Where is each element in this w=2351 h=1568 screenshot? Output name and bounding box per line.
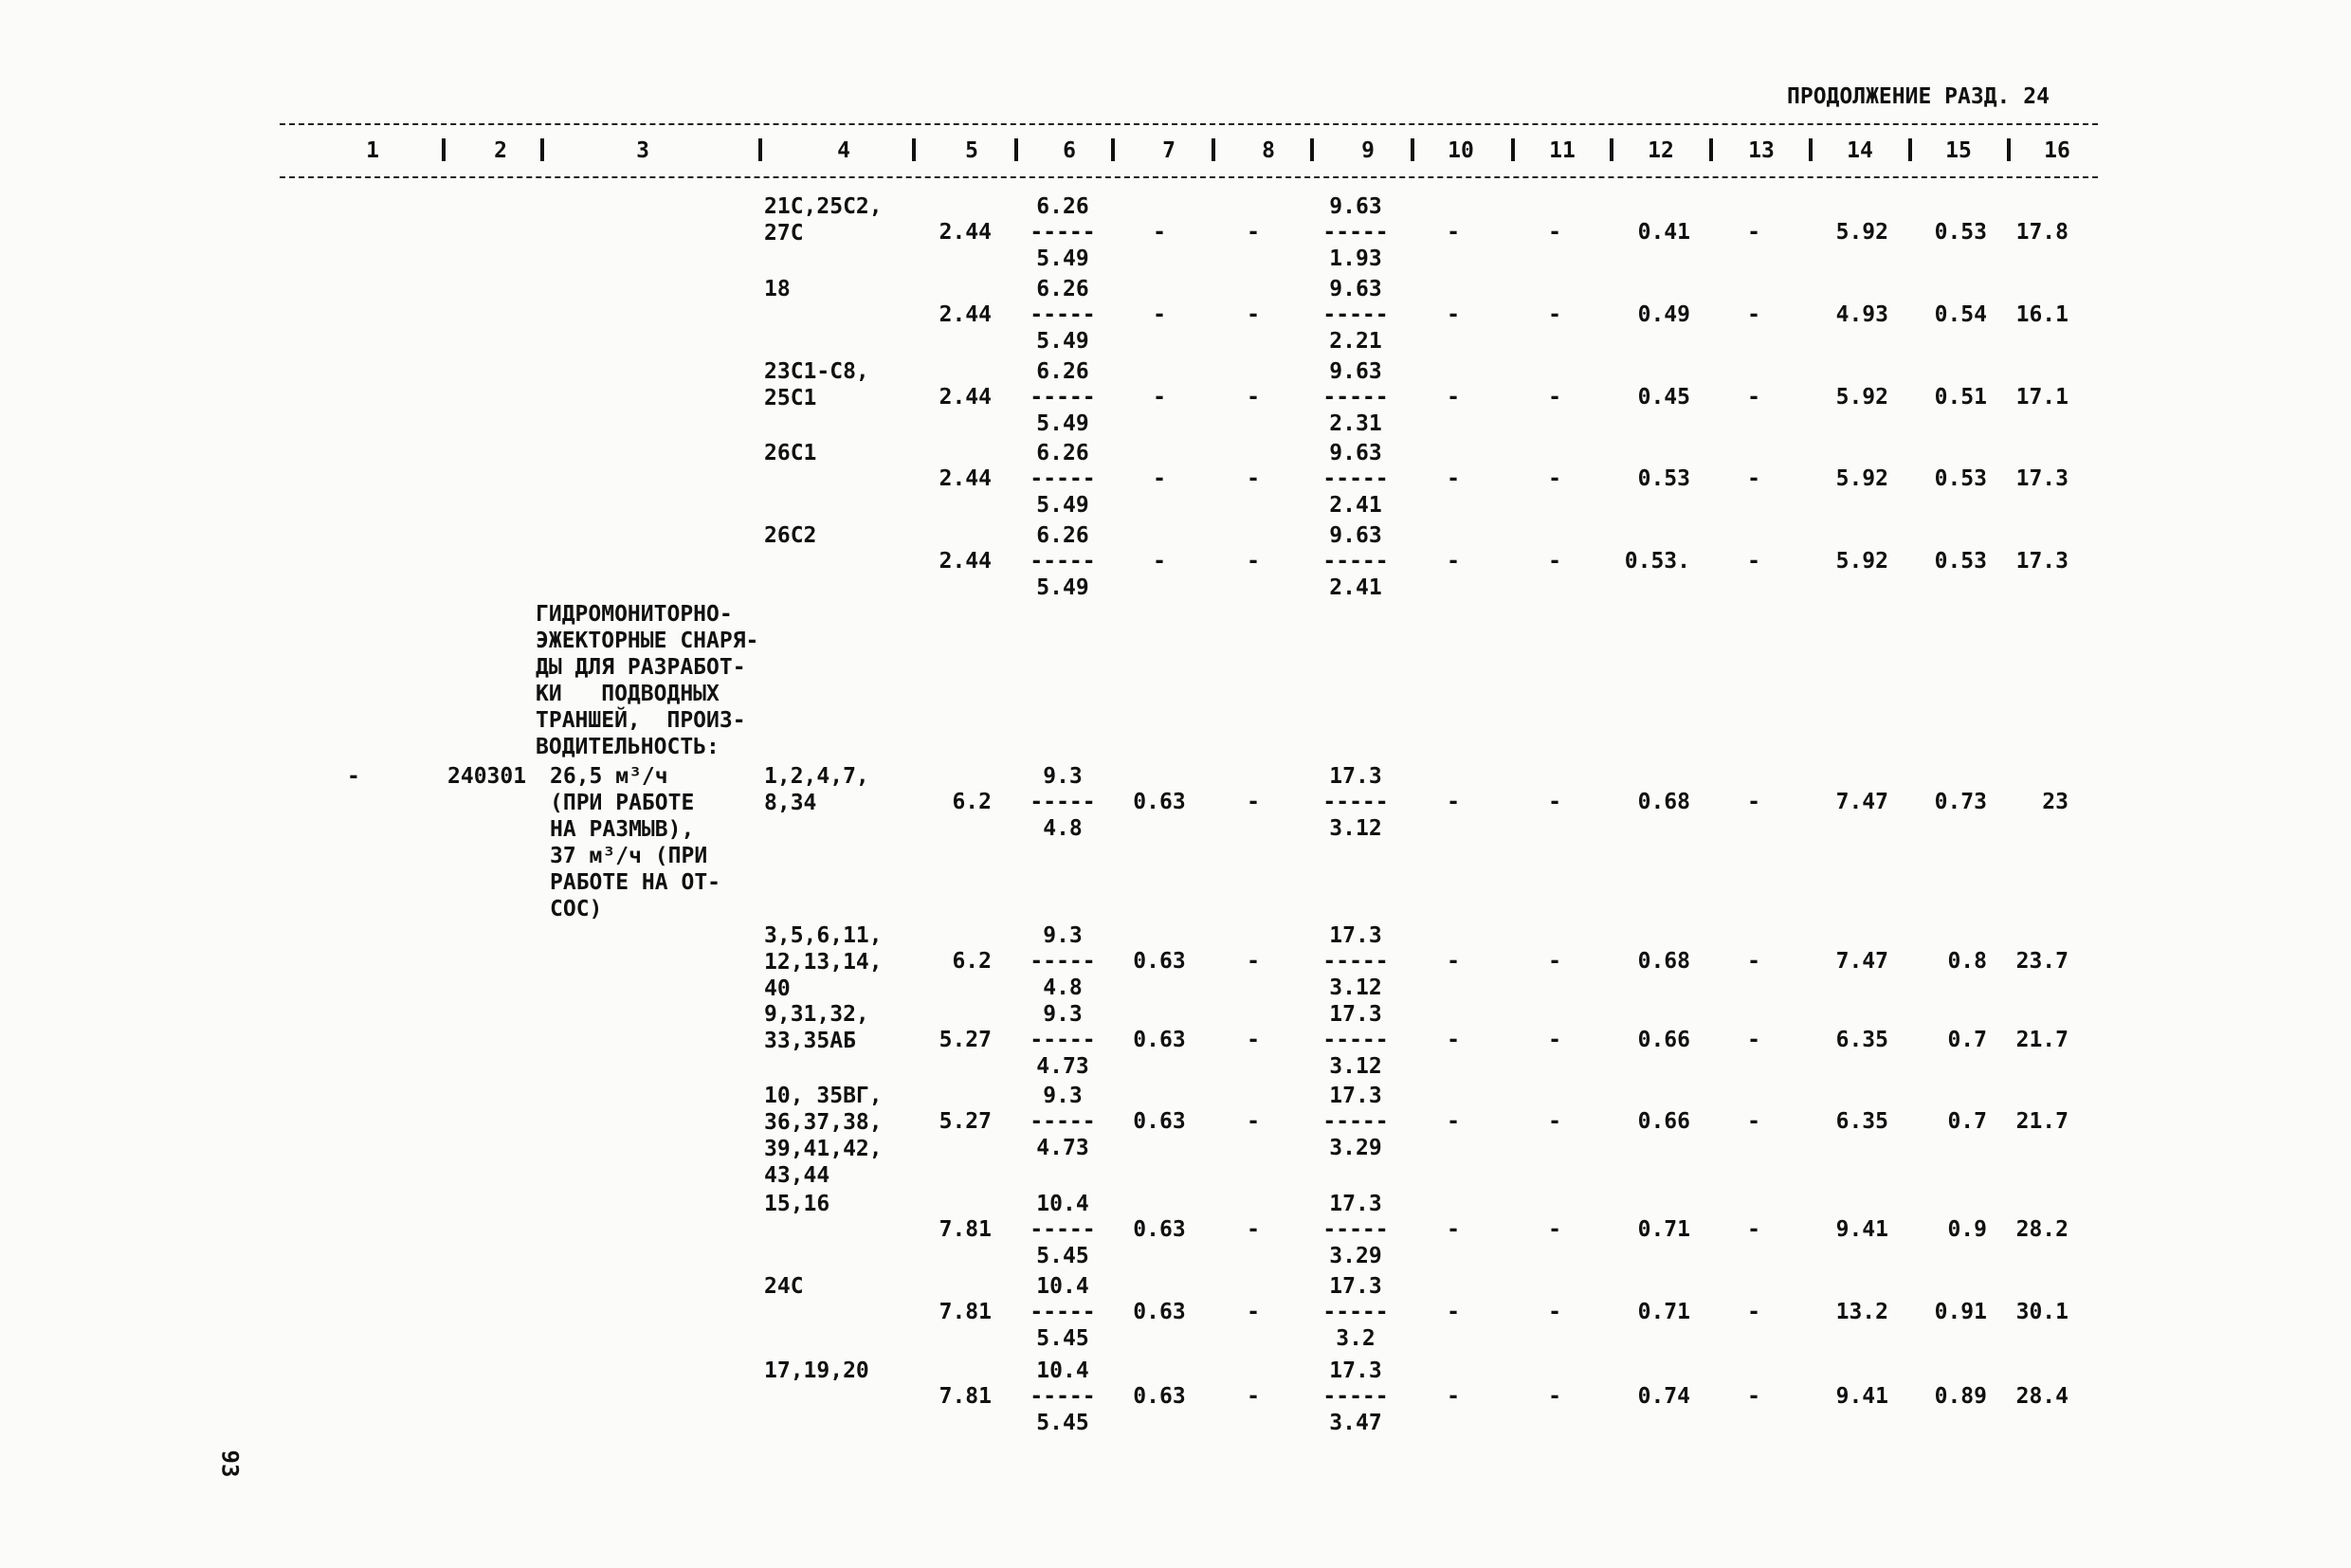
cell-col15: 0.89 (1934, 1384, 1987, 1409)
cell-col15: 0.91 (1934, 1300, 1987, 1324)
fraction-bar: ----- (1030, 1217, 1096, 1242)
cell-col9-numerator: 9.63 (1329, 277, 1382, 301)
cell-col11: - (1548, 549, 1561, 574)
cell-col10: - (1447, 549, 1460, 574)
cell-col16: 17.3 (2015, 466, 2069, 491)
cell-col6-numerator: 9.3 (1043, 1002, 1083, 1027)
cell-col10: - (1447, 790, 1460, 814)
column-header-4: 4 (837, 138, 850, 163)
fraction-bar: ----- (1030, 1384, 1096, 1409)
cell-col13: - (1747, 1028, 1760, 1052)
cell-col7: 0.63 (1133, 1300, 1186, 1324)
fraction-bar: ----- (1030, 466, 1096, 491)
cell-col6-numerator: 10.4 (1036, 1192, 1089, 1216)
cell-col15: 0.8 (1947, 949, 1987, 974)
cell-col10: - (1447, 1028, 1460, 1052)
cell-col7: 0.63 (1133, 1109, 1186, 1134)
fraction-bar: ----- (1030, 1028, 1096, 1052)
cell-col6-numerator: 10.4 (1036, 1358, 1089, 1383)
cell-col5: 2.44 (939, 549, 992, 574)
cell-col6-denominator: 4.73 (1036, 1054, 1089, 1079)
cell-col13: - (1747, 949, 1760, 974)
column-separator (1111, 138, 1115, 161)
cell-col12: 0.53. (1624, 549, 1690, 574)
cell-col7: 0.63 (1133, 949, 1186, 974)
cell-col14: 9.41 (1835, 1217, 1888, 1242)
cell-col8: - (1247, 302, 1260, 327)
cell-col14: 5.92 (1835, 549, 1888, 574)
cell-col10: - (1447, 1217, 1460, 1242)
fraction-bar: ----- (1322, 1300, 1389, 1324)
fraction-bar: ----- (1322, 549, 1389, 574)
cell-col11: - (1548, 949, 1561, 974)
cell-col6-numerator: 9.3 (1043, 923, 1083, 948)
cell-col8: - (1247, 1028, 1260, 1052)
cell-col11: - (1548, 220, 1561, 245)
cell-col16: 23 (2042, 790, 2069, 814)
cell-col16: 30.1 (2015, 1300, 2069, 1324)
fraction-bar: ----- (1322, 302, 1389, 327)
cell-col11: - (1548, 1028, 1561, 1052)
cell-col15: 0.53 (1934, 466, 1987, 491)
cell-col9-denominator: 3.2 (1336, 1326, 1376, 1351)
cell-col8: - (1247, 949, 1260, 974)
item-description-line: СОС) (550, 897, 603, 921)
cell-col7: - (1153, 385, 1166, 410)
cell-col15: 0.53 (1934, 220, 1987, 245)
cell-col15: 0.7 (1947, 1109, 1987, 1134)
cell-col5: 2.44 (939, 302, 992, 327)
cell-col10: - (1447, 220, 1460, 245)
subtype-label: 1,2,4,7, (764, 764, 869, 789)
cell-col14: 7.47 (1835, 949, 1888, 974)
cell-col9-numerator: 17.3 (1329, 923, 1382, 948)
cell-col15: 0.73 (1934, 790, 1987, 814)
cell-col9-numerator: 17.3 (1329, 764, 1382, 789)
subtype-label: 26С2 (764, 523, 817, 548)
subtype-label: 24С (764, 1274, 804, 1299)
cell-col14: 13.2 (1835, 1300, 1888, 1324)
cell-col12: 0.74 (1637, 1384, 1690, 1409)
cell-col14: 9.41 (1835, 1384, 1888, 1409)
cell-col15: 0.53 (1934, 549, 1987, 574)
cell-col13: - (1747, 549, 1760, 574)
cell-col14: 6.35 (1835, 1109, 1888, 1134)
cell-col5: 2.44 (939, 385, 992, 410)
column-separator (1610, 138, 1613, 161)
cell-col9-denominator: 3.12 (1329, 975, 1382, 1000)
group-title-line: ДЫ ДЛЯ РАЗРАБОТ- (536, 655, 746, 680)
cell-col13: - (1747, 466, 1760, 491)
cell-col14: 6.35 (1835, 1028, 1888, 1052)
fraction-bar: ----- (1322, 790, 1389, 814)
cell-col16: 28.4 (2015, 1384, 2069, 1409)
cell-col14: 5.92 (1835, 220, 1888, 245)
cell-col13: - (1747, 1300, 1760, 1324)
cell-col13: - (1747, 220, 1760, 245)
cell-col9-denominator: 2.41 (1329, 493, 1382, 518)
cell-col5: 6.2 (952, 790, 992, 814)
cell-col6-numerator: 9.3 (1043, 764, 1083, 789)
column-header-6: 6 (1063, 138, 1076, 163)
cell-col9-denominator: 3.47 (1329, 1411, 1382, 1435)
fraction-bar: ----- (1030, 1109, 1096, 1134)
cell-col6-denominator: 5.49 (1036, 575, 1089, 600)
cell-col9-numerator: 9.63 (1329, 523, 1382, 548)
column-separator (540, 138, 544, 161)
cell-col14: 4.93 (1835, 302, 1888, 327)
fraction-bar: ----- (1322, 1109, 1389, 1134)
cell-col6-denominator: 5.49 (1036, 493, 1089, 518)
cell-col13: - (1747, 1109, 1760, 1134)
cell-col13: - (1747, 1384, 1760, 1409)
cell-col9-numerator: 17.3 (1329, 1192, 1382, 1216)
cell-col9-numerator: 9.63 (1329, 359, 1382, 384)
cell-col6-numerator: 6.26 (1036, 277, 1089, 301)
cell-col12: 0.68 (1637, 949, 1690, 974)
item-description-line: 26,5 м³/ч (550, 764, 668, 789)
item-description-line: НА РАЗМЫВ), (550, 817, 695, 842)
subtype-label: 25С1 (764, 386, 817, 410)
fraction-bar: ----- (1030, 1300, 1096, 1324)
subtype-label: 21С,25С2, (764, 194, 883, 219)
column-separator (758, 138, 762, 161)
cell-col16: 21.7 (2015, 1109, 2069, 1134)
cell-col6-denominator: 4.8 (1043, 975, 1083, 1000)
column-separator (1411, 138, 1414, 161)
fraction-bar: ----- (1030, 302, 1096, 327)
cell-col14: 7.47 (1835, 790, 1888, 814)
cell-col8: - (1247, 466, 1260, 491)
cell-col5: 6.2 (952, 949, 992, 974)
cell-col12: 0.53 (1637, 466, 1690, 491)
cell-col6-denominator: 5.49 (1036, 329, 1089, 354)
column-header-15: 15 (1945, 138, 1972, 163)
cell-col6-numerator: 10.4 (1036, 1274, 1089, 1299)
cell-col10: - (1447, 1384, 1460, 1409)
item-description-line: РАБОТЕ НА ОТ- (550, 870, 721, 895)
subtype-label: 23С1-С8, (764, 359, 869, 384)
column-header-3: 3 (636, 138, 649, 163)
cell-col16: 21.7 (2015, 1028, 2069, 1052)
column-header-8: 8 (1262, 138, 1275, 163)
cell-col9-denominator: 3.29 (1329, 1244, 1382, 1268)
subtype-label: 27С (764, 221, 804, 246)
cell-col9-denominator: 3.12 (1329, 816, 1382, 841)
cell-col7: 0.63 (1133, 790, 1186, 814)
item-col1: - (347, 764, 360, 789)
cell-col5: 2.44 (939, 220, 992, 245)
cell-col7: 0.63 (1133, 1217, 1186, 1242)
cell-col14: 5.92 (1835, 466, 1888, 491)
fraction-bar: ----- (1322, 220, 1389, 245)
page-number: 93 (216, 1449, 244, 1478)
fraction-bar: ----- (1322, 949, 1389, 974)
cell-col9-denominator: 2.31 (1329, 411, 1382, 436)
cell-col5: 7.81 (939, 1300, 992, 1324)
cell-col6-numerator: 6.26 (1036, 359, 1089, 384)
cell-col12: 0.41 (1637, 220, 1690, 245)
item-description-line: 37 м³/ч (ПРИ (550, 844, 708, 868)
subtype-label: 43,44 (764, 1163, 830, 1188)
column-separator (1310, 138, 1314, 161)
column-separator (1014, 138, 1018, 161)
fraction-bar: ----- (1030, 949, 1096, 974)
cell-col13: - (1747, 790, 1760, 814)
cell-col16: 28.2 (2015, 1217, 2069, 1242)
cell-col5: 5.27 (939, 1109, 992, 1134)
fraction-bar: ----- (1322, 466, 1389, 491)
continuation-header: ПРОДОЛЖЕНИЕ РАЗД. 24 (1787, 84, 2050, 109)
cell-col10: - (1447, 949, 1460, 974)
fraction-bar: ----- (1322, 1028, 1389, 1052)
cell-col10: - (1447, 1109, 1460, 1134)
cell-col11: - (1548, 302, 1561, 327)
cell-col7: - (1153, 220, 1166, 245)
column-header-2: 2 (494, 138, 507, 163)
cell-col16: 17.8 (2015, 220, 2069, 245)
cell-col5: 7.81 (939, 1217, 992, 1242)
cell-col6-denominator: 5.45 (1036, 1244, 1089, 1268)
fraction-bar: ----- (1322, 1384, 1389, 1409)
cell-col9-numerator: 9.63 (1329, 194, 1382, 219)
cell-col11: - (1548, 466, 1561, 491)
cell-col8: - (1247, 549, 1260, 574)
cell-col6-denominator: 5.45 (1036, 1411, 1089, 1435)
cell-col9-numerator: 17.3 (1329, 1274, 1382, 1299)
column-separator (1212, 138, 1215, 161)
subtype-label: 39,41,42, (764, 1137, 883, 1161)
cell-col16: 17.3 (2015, 549, 2069, 574)
column-separator (1709, 138, 1713, 161)
cell-col9-denominator: 2.21 (1329, 329, 1382, 354)
cell-col9-numerator: 17.3 (1329, 1358, 1382, 1383)
column-separator (1908, 138, 1912, 161)
cell-col8: - (1247, 385, 1260, 410)
fraction-bar: ----- (1322, 1217, 1389, 1242)
cell-col6-denominator: 4.73 (1036, 1136, 1089, 1160)
cell-col11: - (1548, 1300, 1561, 1324)
column-header-5: 5 (965, 138, 978, 163)
cell-col13: - (1747, 385, 1760, 410)
column-header-1: 1 (366, 138, 379, 163)
column-header-16: 16 (2044, 138, 2070, 163)
cell-col12: 0.45 (1637, 385, 1690, 410)
subtype-label: 33,35АБ (764, 1029, 856, 1053)
group-title-line: КИ ПОДВОДНЫХ (536, 682, 720, 706)
header-rule-top (280, 123, 2098, 125)
group-title-line: ВОДИТЕЛЬНОСТЬ: (536, 735, 720, 759)
cell-col7: - (1153, 466, 1166, 491)
column-header-9: 9 (1361, 138, 1375, 163)
column-separator (442, 138, 446, 161)
cell-col16: 23.7 (2015, 949, 2069, 974)
cell-col10: - (1447, 1300, 1460, 1324)
cell-col8: - (1247, 1217, 1260, 1242)
cell-col9-numerator: 17.3 (1329, 1002, 1382, 1027)
group-title-line: ЭЖЕКТОРНЫЕ СНАРЯ- (536, 629, 759, 653)
cell-col12: 0.66 (1637, 1028, 1690, 1052)
subtype-label: 9,31,32, (764, 1002, 869, 1027)
fraction-bar: ----- (1030, 549, 1096, 574)
column-header-10: 10 (1448, 138, 1474, 163)
column-separator (1511, 138, 1515, 161)
cell-col14: 5.92 (1835, 385, 1888, 410)
cell-col12: 0.68 (1637, 790, 1690, 814)
cell-col12: 0.49 (1637, 302, 1690, 327)
cell-col8: - (1247, 790, 1260, 814)
cell-col6-numerator: 6.26 (1036, 523, 1089, 548)
column-separator (912, 138, 916, 161)
column-separator (1809, 138, 1813, 161)
column-header-7: 7 (1162, 138, 1176, 163)
subtype-label: 3,5,6,11, (764, 923, 883, 948)
cell-col9-denominator: 3.29 (1329, 1136, 1382, 1160)
subtype-label: 15,16 (764, 1192, 830, 1216)
cell-col12: 0.66 (1637, 1109, 1690, 1134)
column-header-14: 14 (1847, 138, 1873, 163)
cell-col8: - (1247, 1384, 1260, 1409)
cell-col7: - (1153, 302, 1166, 327)
cell-col6-denominator: 5.49 (1036, 246, 1089, 271)
cell-col15: 0.9 (1947, 1217, 1987, 1242)
fraction-bar: ----- (1030, 220, 1096, 245)
cell-col7: - (1153, 549, 1166, 574)
cell-col6-denominator: 4.8 (1043, 816, 1083, 841)
cell-col7: 0.63 (1133, 1028, 1186, 1052)
cell-col15: 0.51 (1934, 385, 1987, 410)
cell-col11: - (1548, 1384, 1561, 1409)
cell-col8: - (1247, 1300, 1260, 1324)
column-header-13: 13 (1748, 138, 1775, 163)
subtype-label: 8,34 (764, 791, 817, 815)
cell-col6-denominator: 5.49 (1036, 411, 1089, 436)
cell-col13: - (1747, 1217, 1760, 1242)
cell-col8: - (1247, 220, 1260, 245)
fraction-bar: ----- (1030, 385, 1096, 410)
fraction-bar: ----- (1030, 790, 1096, 814)
subtype-label: 10, 35ВГ, (764, 1084, 883, 1108)
cell-col10: - (1447, 302, 1460, 327)
column-separator (2007, 138, 2011, 161)
fraction-bar: ----- (1322, 385, 1389, 410)
cell-col8: - (1247, 1109, 1260, 1134)
cell-col16: 16.1 (2015, 302, 2069, 327)
cell-col9-denominator: 3.12 (1329, 1054, 1382, 1079)
column-header-11: 11 (1549, 138, 1576, 163)
cell-col11: - (1548, 1217, 1561, 1242)
cell-col12: 0.71 (1637, 1300, 1690, 1324)
cell-col7: 0.63 (1133, 1384, 1186, 1409)
cell-col6-numerator: 6.26 (1036, 194, 1089, 219)
subtype-label: 12,13,14, (764, 950, 883, 975)
cell-col5: 5.27 (939, 1028, 992, 1052)
cell-col11: - (1548, 790, 1561, 814)
cell-col6-numerator: 6.26 (1036, 441, 1089, 465)
cell-col6-denominator: 5.45 (1036, 1326, 1089, 1351)
cell-col5: 7.81 (939, 1384, 992, 1409)
cell-col16: 17.1 (2015, 385, 2069, 410)
group-title-line: ГИДРОМОНИТОРНО- (536, 602, 733, 627)
subtype-label: 18 (764, 277, 791, 301)
cell-col13: - (1747, 302, 1760, 327)
subtype-label: 17,19,20 (764, 1358, 869, 1383)
column-header-12: 12 (1648, 138, 1674, 163)
subtype-label: 40 (764, 976, 791, 1001)
cell-col11: - (1548, 1109, 1561, 1134)
subtype-label: 26С1 (764, 441, 817, 465)
cell-col9-denominator: 1.93 (1329, 246, 1382, 271)
header-rule-bottom (280, 176, 2098, 178)
group-title-line: ТРАНШЕЙ, ПРОИЗ- (536, 708, 746, 733)
cell-col9-numerator: 17.3 (1329, 1084, 1382, 1108)
cell-col10: - (1447, 385, 1460, 410)
subtype-label: 36,37,38, (764, 1110, 883, 1135)
cell-col15: 0.54 (1934, 302, 1987, 327)
cell-col9-denominator: 2.41 (1329, 575, 1382, 600)
cell-col12: 0.71 (1637, 1217, 1690, 1242)
item-description-line: (ПРИ РАБОТЕ (550, 791, 695, 815)
cell-col6-numerator: 9.3 (1043, 1084, 1083, 1108)
cell-col5: 2.44 (939, 466, 992, 491)
cell-col15: 0.7 (1947, 1028, 1987, 1052)
cell-col10: - (1447, 466, 1460, 491)
item-code: 240301 (447, 764, 527, 789)
cell-col11: - (1548, 385, 1561, 410)
cell-col9-numerator: 9.63 (1329, 441, 1382, 465)
